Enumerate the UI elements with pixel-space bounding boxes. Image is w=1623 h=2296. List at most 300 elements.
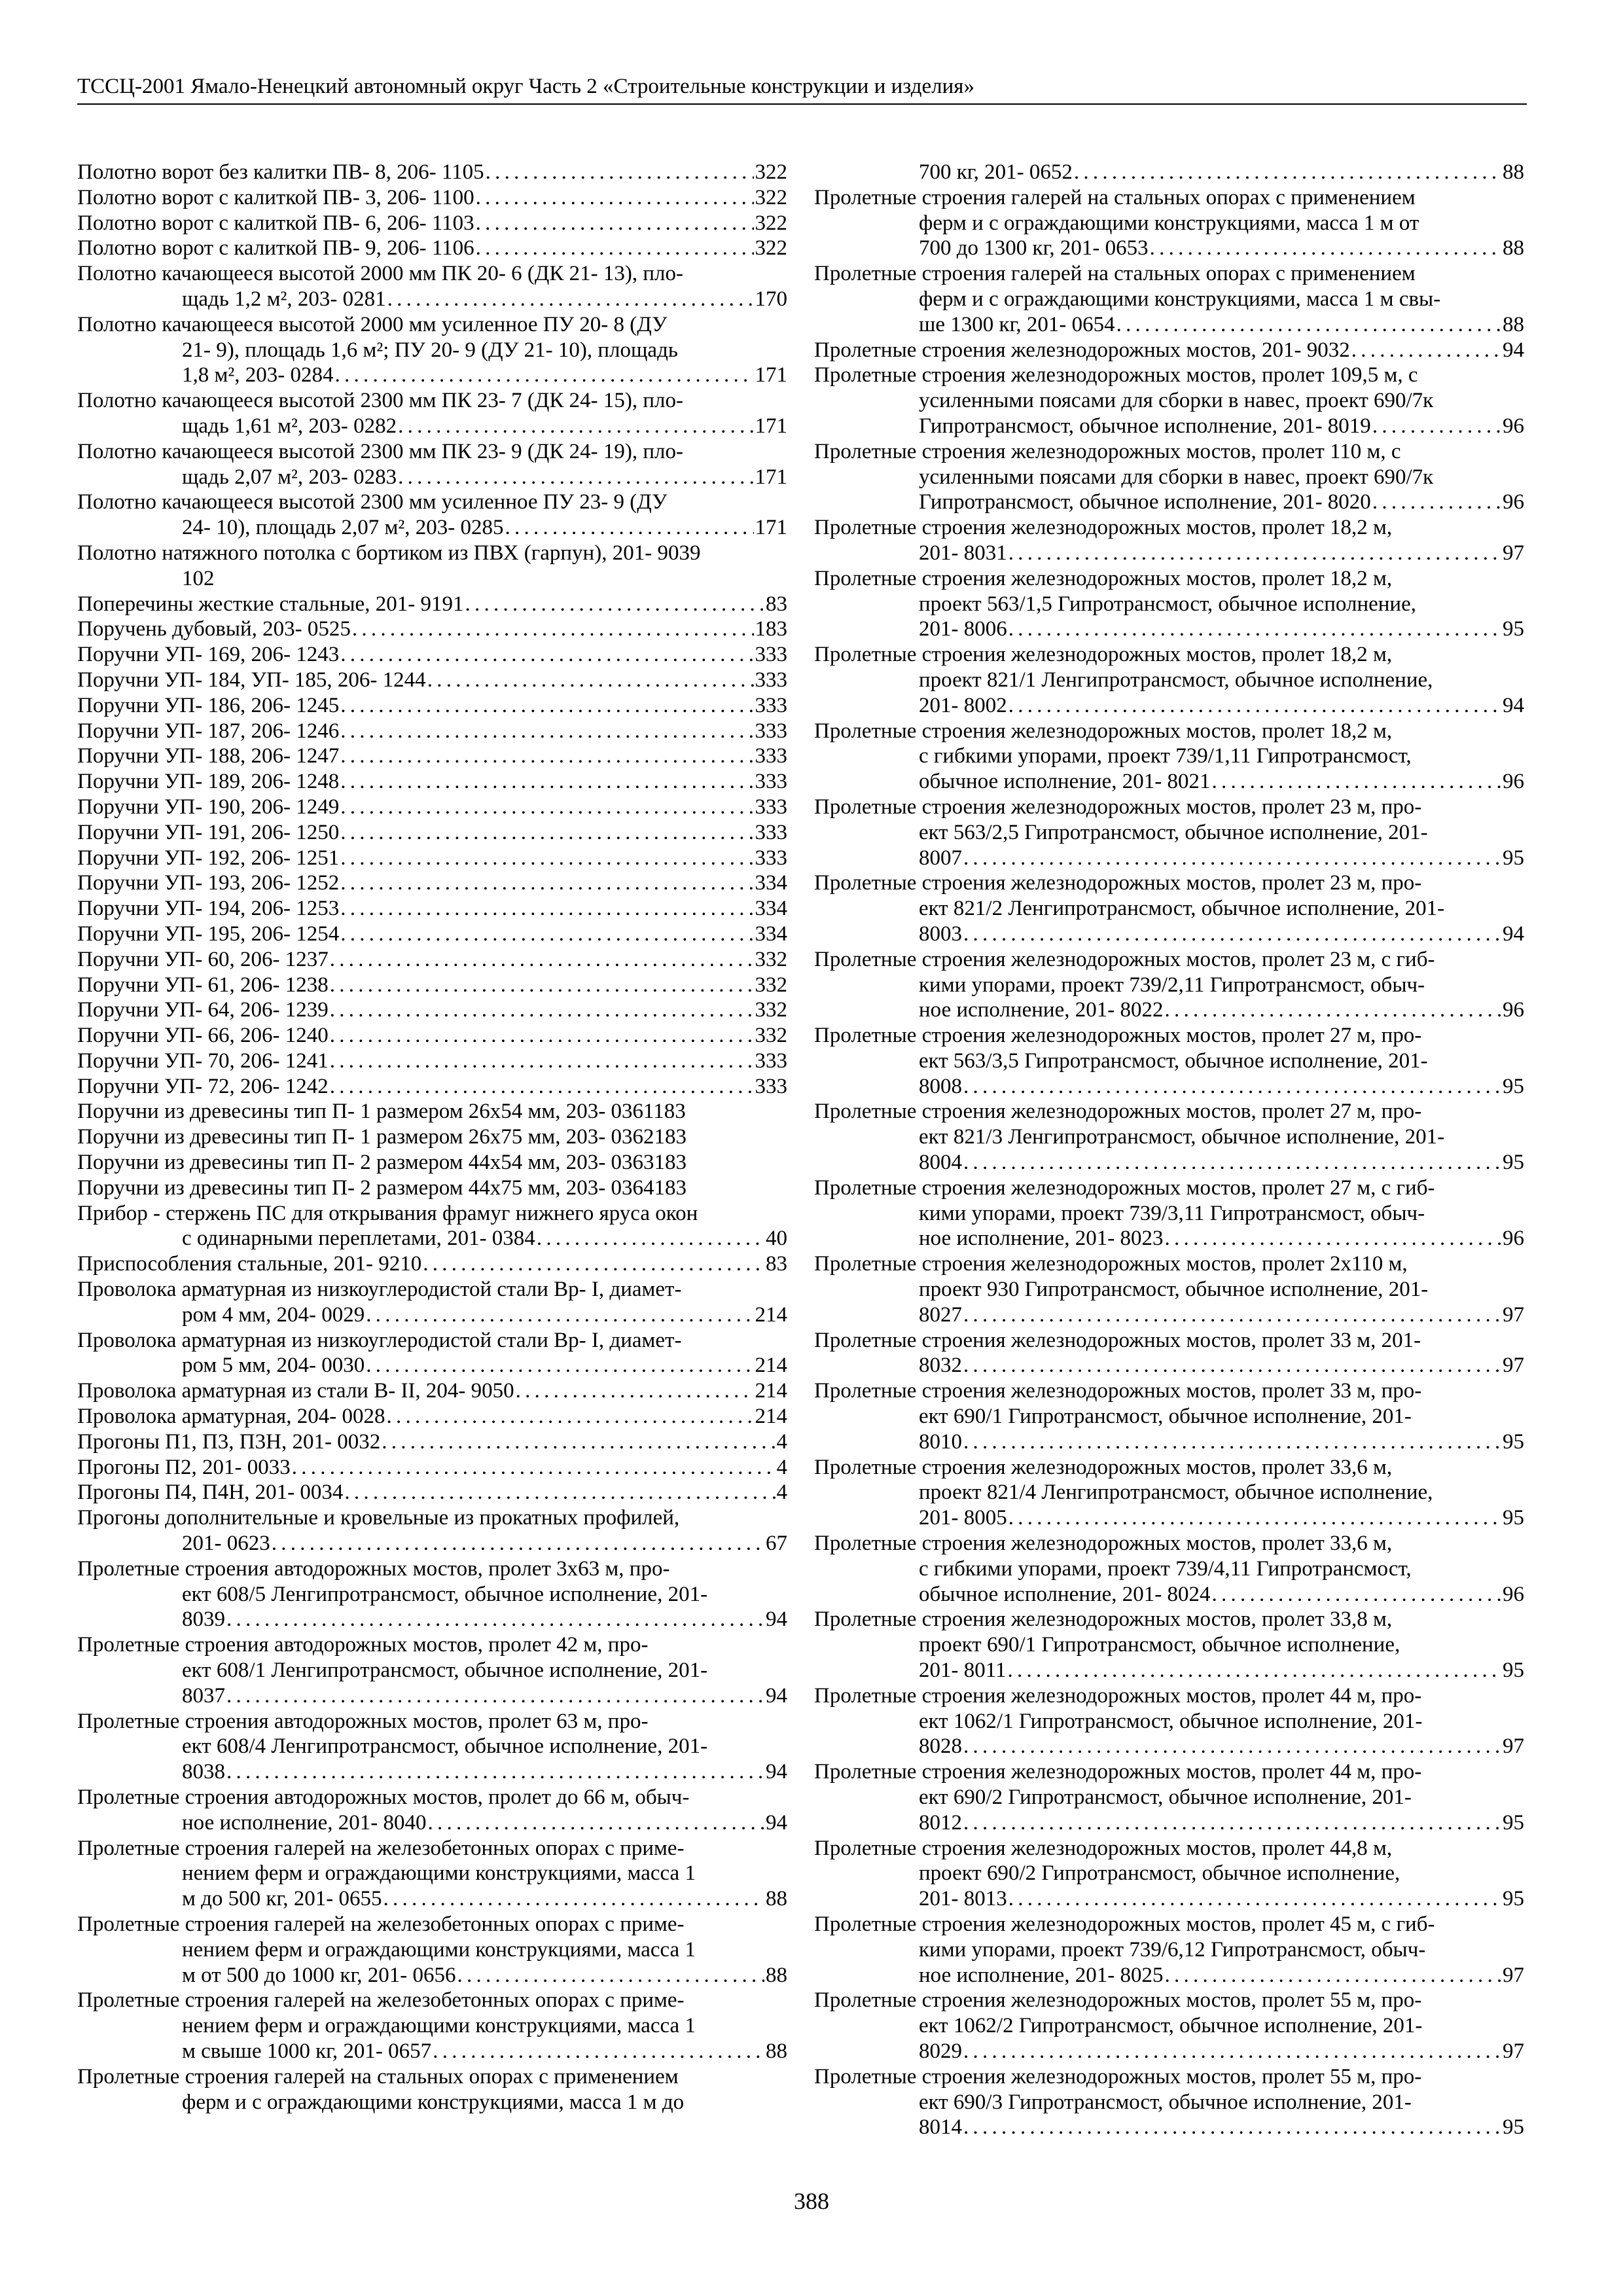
index-entry-page: 95 bbox=[1503, 1810, 1524, 1835]
index-entry-line bbox=[77, 1759, 787, 1785]
index-entry-text: Полотно ворот с калиткой ПВ- 9, 206- 1106 bbox=[77, 236, 474, 260]
index-entry-line bbox=[77, 1836, 787, 1861]
index-entry-page: 171 bbox=[755, 414, 787, 438]
dot-leader bbox=[340, 719, 753, 744]
index-entry-text: Пролетные строения железнодорожных мостов, пролет 18,2 м, bbox=[814, 566, 1393, 590]
index-entry-text: 8039 bbox=[182, 1607, 225, 1632]
index-entry bbox=[814, 1683, 1524, 1759]
index-entry-line bbox=[814, 312, 1524, 338]
index-entry-line bbox=[814, 287, 1524, 312]
index-entry bbox=[77, 1404, 787, 1429]
index-entry-text: обычное исполнение, 201- 8021 bbox=[919, 770, 1211, 794]
index-entry-text: 201- 8002 bbox=[919, 693, 1007, 717]
index-entry-line bbox=[814, 1582, 1524, 1607]
index-entry-page: 88 bbox=[766, 1963, 787, 1987]
index-entry-text: 201- 8013 bbox=[919, 1887, 1007, 1911]
index-entry-line bbox=[814, 1556, 1524, 1582]
index-entry-line bbox=[77, 947, 787, 973]
index-entry-page: 95 bbox=[1503, 617, 1524, 641]
index-entry-line bbox=[77, 1709, 787, 1734]
index-entry-text: ное исполнение, 201- 8023 bbox=[919, 1227, 1164, 1251]
index-entry-page: 88 bbox=[1503, 236, 1524, 260]
index-entry bbox=[77, 922, 787, 947]
dot-leader bbox=[1008, 693, 1501, 719]
index-entry-text: Поручни УП- 190, 206- 1249 bbox=[77, 795, 340, 819]
index-entry-text: Поручни УП- 194, 206- 1253 bbox=[77, 897, 340, 921]
index-entry bbox=[77, 896, 787, 922]
index-entry-line bbox=[77, 1810, 787, 1836]
index-entry-line bbox=[77, 1049, 787, 1074]
index-entry-text: 700 до 1300 кг, 201- 0653 bbox=[919, 236, 1149, 260]
index-entry-text: Пролетные строения автодорожных мостов, пролет 42 м, про- bbox=[77, 1633, 649, 1657]
index-entry-line bbox=[814, 1607, 1524, 1632]
index-entry-line bbox=[814, 1505, 1524, 1531]
index-entry-page: 214 bbox=[755, 1405, 787, 1429]
index-entry-text: 8012 bbox=[919, 1810, 962, 1835]
index-entry-text: ект 1062/2 Гипротрансмост, обычное исполнение, 201- bbox=[919, 2014, 1423, 2038]
index-entry bbox=[77, 617, 787, 642]
dot-leader bbox=[476, 185, 754, 211]
dot-leader bbox=[1008, 617, 1501, 642]
dot-leader bbox=[387, 287, 754, 312]
index-entry-line bbox=[814, 185, 1524, 211]
dot-leader bbox=[1372, 490, 1501, 515]
index-entry-text: Поручни УП- 169, 206- 1243 bbox=[77, 643, 340, 667]
index-entry bbox=[814, 338, 1524, 363]
index-entry-page: 95 bbox=[1503, 1429, 1524, 1454]
index-entry-line bbox=[814, 490, 1524, 515]
index-entry-line bbox=[814, 363, 1524, 388]
index-entry bbox=[77, 1099, 787, 1124]
index-entry-line bbox=[814, 997, 1524, 1023]
index-entry-line bbox=[77, 1785, 787, 1810]
index-entry-text: Пролетные строения железнодорожных мостов, пролет 45 м, с гиб- bbox=[814, 1912, 1435, 1936]
index-entry-text: Пролетные строения галерей на железобетонных опорах с приме- bbox=[77, 1912, 685, 1936]
index-entry-text: Пролетные строения железнодорожных мостов, пролет 18,2 м, bbox=[814, 643, 1393, 667]
index-entry-line bbox=[814, 236, 1524, 261]
index-entry-line bbox=[77, 1150, 787, 1175]
index-entry-line bbox=[814, 1124, 1524, 1150]
index-entry-text: Поручни из древесины тип П- 1 размером 26х75 мм, 203- 0362183 bbox=[77, 1125, 687, 1149]
index-entry bbox=[814, 1378, 1524, 1454]
index-entry-line bbox=[77, 2090, 787, 2115]
index-entry bbox=[814, 1328, 1524, 1379]
index-entry-text: Пролетные строения железнодорожных мостов, пролет 2х110 м, bbox=[814, 1252, 1408, 1276]
index-entry-text: 8003 bbox=[919, 922, 962, 946]
index-entry-page: 214 bbox=[755, 1379, 787, 1403]
index-column-right bbox=[814, 160, 1524, 2140]
index-entry-page: 333 bbox=[755, 643, 787, 667]
index-entry-line bbox=[77, 1988, 787, 2013]
index-entry-line bbox=[814, 2013, 1524, 2039]
index-entry-text: Поручни УП- 66, 206- 1240 bbox=[77, 1024, 329, 1048]
index-entry-line bbox=[814, 744, 1524, 769]
index-entry-text: 201- 0623 bbox=[182, 1532, 270, 1556]
index-entry-line bbox=[77, 795, 787, 820]
index-entry bbox=[814, 363, 1524, 439]
index-entry-text: проект 930 Гипротрансмост, обычное исполнение, 201- bbox=[919, 1278, 1429, 1302]
index-entry-text: Пролетные строения железнодорожных мостов, пролет 27 м, про- bbox=[814, 1024, 1422, 1048]
index-entry-line bbox=[814, 668, 1524, 693]
index-entry-text: Пролетные строения автодорожных мостов, пролет 3х63 м, про- bbox=[77, 1556, 670, 1581]
index-entry-page: 333 bbox=[755, 744, 787, 768]
index-entry bbox=[77, 1836, 787, 1912]
index-entry-page: 97 bbox=[1503, 2039, 1524, 2063]
index-entry bbox=[77, 592, 787, 617]
index-entry-page: 95 bbox=[1503, 846, 1524, 870]
index-entry-text: Пролетные строения железнодорожных мостов, пролет 55 м, про- bbox=[814, 1988, 1422, 2013]
index-entry-text: проект 821/1 Ленгипротрансмост, обычное исполнение, bbox=[919, 668, 1433, 692]
index-entry-text: 8010 bbox=[919, 1429, 962, 1454]
index-entry-text: Поручень дубовый, 203- 0525 bbox=[77, 617, 351, 641]
index-entry-line bbox=[77, 1175, 787, 1201]
index-entry-page: 94 bbox=[766, 1683, 787, 1708]
index-entry-text: ект 690/2 Гипротрансмост, обычное исполнение, 201- bbox=[919, 1785, 1412, 1809]
index-entry-page: 333 bbox=[755, 795, 787, 819]
index-entry-line bbox=[77, 896, 787, 922]
dot-leader bbox=[1212, 769, 1501, 795]
index-entry-text: Поручни УП- 195, 206- 1254 bbox=[77, 922, 340, 946]
index-entry-line bbox=[814, 541, 1524, 566]
index-entry-line bbox=[77, 1886, 787, 1912]
index-entry-text: Поручни УП- 191, 206- 1250 bbox=[77, 820, 340, 844]
index-entry-text: ект 608/4 Ленгипротрансмост, обычное исполнение, 201- bbox=[182, 1734, 708, 1759]
index-entry bbox=[77, 1251, 787, 1277]
dot-leader bbox=[1372, 414, 1501, 439]
index-entry-line bbox=[814, 617, 1524, 642]
dot-leader bbox=[457, 1963, 765, 1988]
index-entry bbox=[77, 1455, 787, 1480]
index-entry-text: 8004 bbox=[919, 1151, 962, 1175]
index-entry-line bbox=[814, 1886, 1524, 1912]
page-number: 388 bbox=[794, 2188, 829, 2214]
index-entry-line bbox=[814, 1937, 1524, 1963]
index-entry-page: 322 bbox=[755, 185, 787, 209]
index-entry-text: Поручни из древесины тип П- 2 размером 44х54 мм, 203- 0363183 bbox=[77, 1151, 687, 1175]
index-entry-page: 83 bbox=[766, 592, 787, 616]
index-entry-page: 88 bbox=[1503, 312, 1524, 336]
dot-leader bbox=[1008, 1505, 1501, 1531]
index-entry-line bbox=[814, 439, 1524, 465]
index-entry-line bbox=[77, 2039, 787, 2064]
index-entry-text: Гипротрансмост, обычное исполнение, 201- 8019 bbox=[919, 414, 1371, 438]
index-entry-text: Пролетные строения железнодорожных мостов, пролет 27 м, про- bbox=[814, 1100, 1422, 1124]
index-entry bbox=[77, 211, 787, 236]
index-entry bbox=[77, 846, 787, 871]
index-entry-line bbox=[77, 1734, 787, 1759]
index-entry-line bbox=[814, 795, 1524, 820]
dot-leader bbox=[423, 1251, 764, 1277]
index-entry-page: 322 bbox=[755, 160, 787, 184]
index-entry-text: ное исполнение, 201- 8022 bbox=[919, 998, 1164, 1022]
dot-leader bbox=[366, 1353, 753, 1378]
dot-leader bbox=[340, 922, 753, 947]
index-entry-text: ект 608/1 Ленгипротрансмост, обычное исполнение, 201- bbox=[182, 1659, 708, 1683]
index-entry-line bbox=[814, 1023, 1524, 1049]
index-entry-line bbox=[814, 642, 1524, 668]
index-entry-text: Поручни УП- 61, 206- 1238 bbox=[77, 973, 329, 997]
index-entry-text: ект 821/2 Ленгипротрансмост, обычное исполнение, 201- bbox=[919, 897, 1445, 921]
index-entry-line bbox=[77, 744, 787, 769]
dot-leader bbox=[398, 414, 753, 439]
index-entry bbox=[814, 719, 1524, 795]
index-entry-line bbox=[77, 1328, 787, 1354]
index-entry-text: Проволока арматурная, 204- 0028 bbox=[77, 1405, 385, 1429]
index-entry-text: ное исполнение, 201- 8025 bbox=[919, 1963, 1164, 1987]
index-entry-text: 1,8 м², 203- 0284 bbox=[182, 363, 334, 387]
index-entry-text: проект 690/2 Гипротрансмост, обычное исполнение, bbox=[919, 1861, 1400, 1886]
dot-leader bbox=[386, 1404, 753, 1429]
index-entry-text: Приспособления стальные, 201- 9210 bbox=[77, 1252, 422, 1276]
dot-leader bbox=[1008, 541, 1501, 566]
index-entry bbox=[77, 1429, 787, 1455]
index-entry-page: 88 bbox=[1503, 160, 1524, 184]
index-entry-page: 334 bbox=[755, 922, 787, 946]
index-entry-text: Поперечины жесткие стальные, 201- 9191 bbox=[77, 592, 464, 616]
index-entry-page: 214 bbox=[755, 1302, 787, 1327]
index-entry-line bbox=[814, 261, 1524, 287]
index-entry-text: ферм и с ограждающими конструкциями, масса 1 м свы- bbox=[919, 287, 1441, 311]
index-entry-line bbox=[814, 1226, 1524, 1251]
index-entry bbox=[77, 947, 787, 973]
dot-leader bbox=[1351, 338, 1501, 363]
index-entry-line bbox=[814, 1429, 1524, 1455]
index-entry-page: 333 bbox=[755, 719, 787, 743]
index-entry-text: Пролетные строения железнодорожных мостов, пролет 18,2 м, bbox=[814, 516, 1393, 540]
index-entry-page: 94 bbox=[766, 1810, 787, 1835]
index-entry-line bbox=[814, 2064, 1524, 2090]
dot-leader bbox=[963, 1074, 1501, 1100]
index-entry-text: Проволока арматурная из низкоуглеродистой стали Вр- I, диамет- bbox=[77, 1278, 682, 1302]
index-entry-page: 322 bbox=[755, 236, 787, 260]
index-entry-text: Поручни УП- 184, УП- 185, 206- 1244 bbox=[77, 668, 426, 692]
index-entry-text: Поручни УП- 192, 206- 1251 bbox=[77, 846, 340, 870]
index-entry-text: Прогоны П2, 201- 0033 bbox=[77, 1455, 291, 1479]
index-entry bbox=[814, 1912, 1524, 1988]
index-entry-text: Пролетные строения железнодорожных мостов, пролет 23 м, про- bbox=[814, 871, 1422, 895]
index-entry-line bbox=[814, 1861, 1524, 1886]
index-entry-text: Поручни УП- 189, 206- 1248 bbox=[77, 770, 340, 794]
index-entry-text: ром 5 мм, 204- 0030 bbox=[182, 1354, 365, 1378]
dot-leader bbox=[433, 2039, 764, 2064]
index-entry-line bbox=[77, 820, 787, 846]
index-entry-page: 97 bbox=[1503, 1354, 1524, 1378]
index-entry-text: усиленными поясами для сборки в навес, проект 690/7к bbox=[919, 389, 1434, 413]
index-entry-line bbox=[77, 1429, 787, 1455]
index-entry-line bbox=[814, 388, 1524, 414]
index-entry-line bbox=[77, 1023, 787, 1049]
index-entry-text: ект 563/3,5 Гипротрансмост, обычное исполнение, 201- bbox=[919, 1049, 1428, 1073]
index-entry-text: 21- 9), площадь 1,6 м²; ПУ 20- 9 (ДУ 21- 10), площадь bbox=[182, 338, 678, 362]
index-entry-text: 201- 8006 bbox=[919, 617, 1007, 641]
index-entry-line bbox=[814, 465, 1524, 490]
index-entry-text: ект 1062/1 Гипротрансмост, обычное исполнение, 201- bbox=[919, 1709, 1423, 1733]
index-entry-line bbox=[814, 592, 1524, 617]
index-entry-page: 95 bbox=[1503, 1151, 1524, 1175]
index-entry-text: с гибкими упорами, проект 739/4,11 Гипротрансмост, bbox=[919, 1556, 1412, 1581]
index-entry-line bbox=[814, 693, 1524, 719]
index-entry-text: Полотно качающееся высотой 2300 мм усиленное ПУ 23- 9 (ДУ bbox=[77, 490, 668, 514]
index-entry bbox=[814, 795, 1524, 870]
index-entry-text: Пролетные строения галерей на железобетонных опорах с приме- bbox=[77, 1836, 685, 1860]
index-entry-line bbox=[77, 1912, 787, 1937]
dot-leader bbox=[340, 870, 753, 896]
index-entry-text: ект 690/3 Гипротрансмост, обычное исполнение, 201- bbox=[919, 2090, 1412, 2114]
index-entry-page: 95 bbox=[1503, 1074, 1524, 1098]
dot-leader bbox=[465, 592, 764, 617]
index-entry-line bbox=[814, 1074, 1524, 1100]
dot-leader bbox=[366, 1302, 753, 1328]
index-entry-line bbox=[77, 1201, 787, 1227]
index-entry-text: Полотно ворот с калиткой ПВ- 3, 206- 1100 bbox=[77, 185, 474, 209]
index-entry-page: 333 bbox=[755, 846, 787, 870]
index-entry-line bbox=[77, 414, 787, 439]
index-entry-line bbox=[814, 2115, 1524, 2140]
index-entry bbox=[77, 997, 787, 1023]
index-entry-page: 334 bbox=[755, 897, 787, 921]
dot-leader bbox=[963, 1150, 1501, 1175]
dot-leader bbox=[476, 211, 754, 236]
index-entry-line bbox=[814, 719, 1524, 744]
index-entry-line bbox=[77, 846, 787, 871]
index-entry-line bbox=[77, 2064, 787, 2090]
dot-leader bbox=[330, 1049, 754, 1074]
index-entry bbox=[814, 870, 1524, 946]
index-entry-line bbox=[77, 1937, 787, 1963]
index-entry-line bbox=[77, 490, 787, 515]
index-entry-line bbox=[814, 1378, 1524, 1404]
index-entry bbox=[77, 1988, 787, 2064]
index-entry-text: Пролетные строения железнодорожных мостов, пролет 44 м, про- bbox=[814, 1760, 1422, 1784]
index-entry-text: кими упорами, проект 739/6,12 Гипротрансмост, обыч- bbox=[919, 1937, 1426, 1962]
index-entry-line bbox=[77, 997, 787, 1023]
index-entry-page: 333 bbox=[755, 668, 787, 692]
index-entry-text: Прибор - стержень ПС для открывания фрамуг нижнего яруса окон bbox=[77, 1201, 698, 1225]
index-entry bbox=[77, 1277, 787, 1328]
index-entry bbox=[814, 1175, 1524, 1251]
dot-leader bbox=[1008, 1658, 1501, 1683]
index-entry-page: 333 bbox=[755, 820, 787, 844]
index-entry bbox=[77, 236, 787, 261]
index-entry-line bbox=[814, 1810, 1524, 1836]
dot-leader bbox=[330, 1074, 754, 1100]
index-entry-line bbox=[814, 1201, 1524, 1227]
index-entry bbox=[814, 1099, 1524, 1175]
index-entry-text: обычное исполнение, 201- 8024 bbox=[919, 1582, 1211, 1606]
index-entry bbox=[77, 1505, 787, 1556]
index-entry-text: 201- 8011 bbox=[919, 1659, 1007, 1683]
dot-leader bbox=[963, 2039, 1501, 2064]
index-entry-line bbox=[77, 1378, 787, 1404]
index-entry-text: 8027 bbox=[919, 1302, 962, 1327]
index-entry-line bbox=[77, 1531, 787, 1556]
index-entry-text: Поручни УП- 70, 206- 1241 bbox=[77, 1049, 329, 1073]
index-entry-line bbox=[77, 2013, 787, 2039]
index-entry-text: 8007 bbox=[919, 846, 962, 870]
index-entry-line bbox=[77, 1277, 787, 1302]
index-entry-line bbox=[77, 922, 787, 947]
index-entry-line bbox=[814, 1175, 1524, 1201]
index-entry-line bbox=[814, 1988, 1524, 2013]
index-entry-text: Поручни из древесины тип П- 2 размером 44х75 мм, 203- 0364183 bbox=[77, 1175, 687, 1200]
index-entry-text: Проволока арматурная из стали В- II, 204- 9050 bbox=[77, 1379, 514, 1403]
dot-leader bbox=[1212, 1582, 1501, 1607]
dot-leader bbox=[292, 1455, 776, 1480]
index-entry bbox=[814, 1531, 1524, 1607]
index-entry-line bbox=[814, 870, 1524, 896]
index-entry-line bbox=[814, 1734, 1524, 1759]
index-entry-text: щадь 1,2 м², 203- 0281 bbox=[182, 287, 386, 311]
dot-leader bbox=[963, 846, 1501, 871]
index-entry-line bbox=[814, 1963, 1524, 1988]
index-entry-page: 214 bbox=[755, 1354, 787, 1378]
index-entry-line bbox=[814, 1785, 1524, 1810]
index-entry-line bbox=[814, 1277, 1524, 1302]
index-entry-line bbox=[77, 1658, 787, 1683]
dot-leader bbox=[340, 846, 753, 871]
index-entry bbox=[77, 693, 787, 719]
index-entry bbox=[814, 160, 1524, 185]
index-entry-text: щадь 2,07 м², 203- 0283 bbox=[182, 465, 397, 489]
index-entry-page: 96 bbox=[1503, 490, 1524, 514]
index-entry bbox=[77, 490, 787, 541]
index-entry-page: 334 bbox=[755, 871, 787, 895]
index-entry-page: 88 bbox=[766, 1887, 787, 1911]
dot-leader bbox=[352, 617, 754, 642]
index-entry-line bbox=[77, 465, 787, 490]
index-entry-text: Полотно качающееся высотой 2300 мм ПК 23- 7 (ДК 24- 15), пло- bbox=[77, 389, 683, 413]
index-entry-line bbox=[77, 1963, 787, 1988]
index-entry-line bbox=[77, 439, 787, 465]
index-entry-line bbox=[814, 211, 1524, 236]
index-entry bbox=[77, 1328, 787, 1379]
index-entry-text: 24- 10), площадь 2,07 м², 203- 0285 bbox=[182, 516, 504, 540]
index-entry-text: Пролетные строения железнодорожных мостов, пролет 27 м, с гиб- bbox=[814, 1175, 1435, 1200]
index-entry-page: 88 bbox=[766, 2039, 787, 2063]
index-entry-text: Пролетные строения железнодорожных мостов, пролет 33,6 м, bbox=[814, 1532, 1393, 1556]
index-entry-line bbox=[77, 566, 787, 592]
index-entry-text: кими упорами, проект 739/3,11 Гипротрансмост, обыч- bbox=[919, 1201, 1425, 1225]
index-entry-line bbox=[814, 1836, 1524, 1861]
index-entry-line bbox=[77, 312, 787, 338]
index-entry-text: усиленными поясами для сборки в навес, проект 690/7к bbox=[919, 465, 1434, 489]
dot-leader bbox=[963, 1810, 1501, 1836]
index-entry-text: м до 500 кг, 201- 0655 bbox=[182, 1887, 382, 1911]
index-entry-page: 332 bbox=[755, 1024, 787, 1048]
index-entry bbox=[814, 439, 1524, 515]
dot-leader bbox=[226, 1607, 764, 1632]
index-entry-line bbox=[77, 668, 787, 693]
index-entry-page: 332 bbox=[755, 947, 787, 971]
index-entry-line bbox=[77, 693, 787, 719]
index-entry bbox=[77, 1049, 787, 1074]
index-entry-page: 95 bbox=[1503, 2115, 1524, 2140]
index-entry-line bbox=[814, 1480, 1524, 1505]
index-entry-line bbox=[814, 896, 1524, 922]
index-entry-text: Пролетные строения железнодорожных мостов, пролет 33,6 м, bbox=[814, 1455, 1393, 1479]
index-entry-text: Полотно качающееся высотой 2000 мм ПК 20- 6 (ДК 21- 13), пло- bbox=[77, 262, 683, 286]
index-entry-line bbox=[77, 363, 787, 388]
index-entry-line bbox=[814, 922, 1524, 947]
index-entry-text: Поручни УП- 186, 206- 1245 bbox=[77, 693, 340, 717]
running-header: ТССЦ-2001 Ямало-Ненецкий автономный округ Часть 2 «Строительные конструкции и изделия» bbox=[77, 72, 1527, 105]
index-entry bbox=[77, 1709, 787, 1785]
index-entry-line bbox=[814, 1683, 1524, 1709]
dot-leader bbox=[505, 515, 754, 541]
index-entry-line bbox=[814, 2039, 1524, 2064]
index-entry-page: 333 bbox=[755, 1074, 787, 1098]
index-entry-line bbox=[77, 236, 787, 261]
